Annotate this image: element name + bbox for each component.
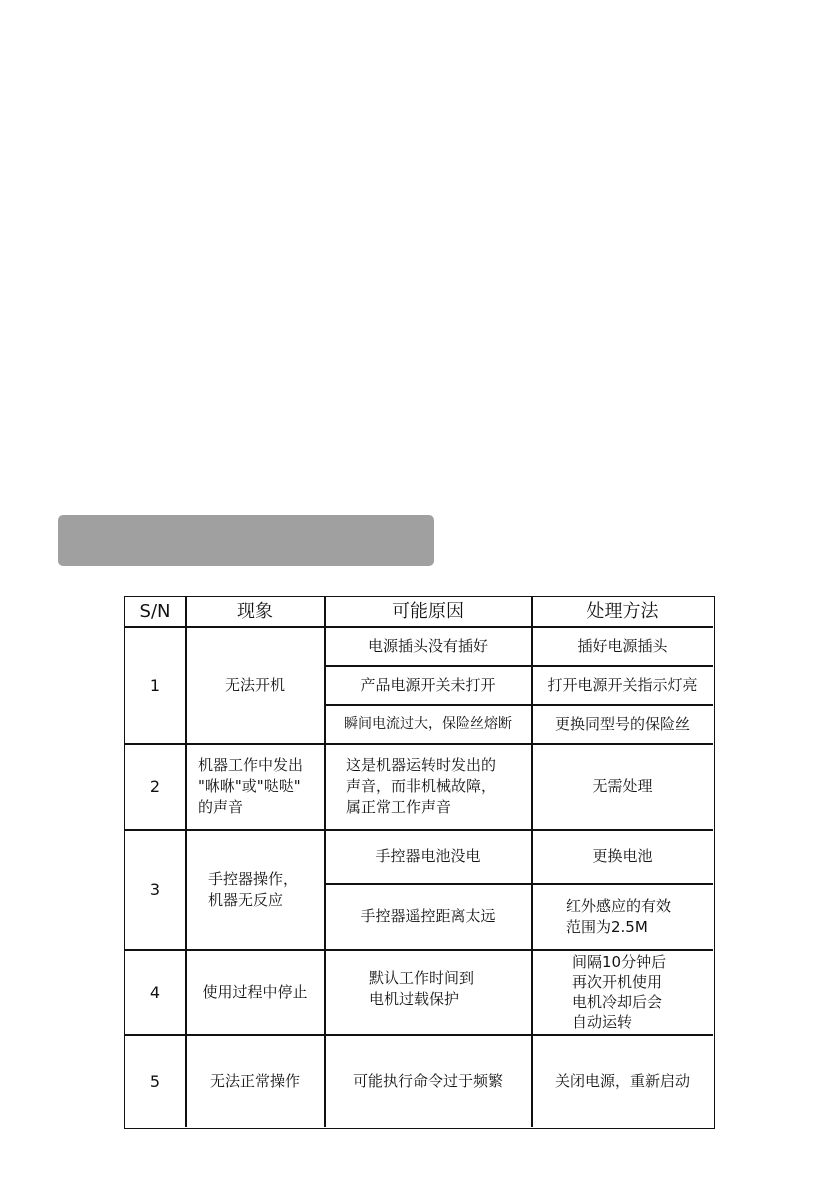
header-phenomenon: 现象 — [237, 601, 273, 622]
row-1-solution-1: 插好电源插头 — [577, 636, 668, 655]
row-2-phenomenon-line: 机器工作中发出 — [198, 756, 304, 774]
troubleshooting-table — [124, 596, 715, 1129]
row-1-cause-2: 产品电源开关未打开 — [360, 675, 496, 694]
row-3-phenomenon — [186, 830, 324, 949]
row-3-solution-2 — [532, 884, 713, 949]
row-5-solution: 关闭电源，重新启动 — [554, 1071, 690, 1090]
row-4-sn: 4 — [149, 982, 161, 1002]
row-2-cause-line: 这是机器运转时发出的 — [346, 756, 497, 774]
row-4-cause-line: 电机过载保护 — [369, 990, 460, 1008]
row-4-cause — [325, 950, 531, 1034]
row-3-phenomenon-line: 手控器操作， — [208, 869, 299, 888]
row-1-solution-2: 打开电源开关指示灯亮 — [547, 675, 698, 694]
row-1-phenomenon: 无法开机 — [224, 675, 285, 694]
row-3-solution-1: 更换电池 — [592, 847, 653, 865]
row-1-cause-1: 电源插头没有插好 — [367, 636, 488, 655]
row-2-cause-line: 属正常工作声音 — [346, 798, 452, 816]
row-2-cause — [325, 744, 531, 829]
row-3-solution-line: 范围为2.5M — [566, 917, 648, 936]
row-4-cause-line: 默认工作时间到 — [369, 969, 475, 987]
row-4-solution — [532, 950, 713, 1034]
section-banner — [58, 515, 434, 566]
row-5-phenomenon: 无法正常操作 — [209, 1071, 300, 1090]
row-5-cause: 可能执行命令过于频繁 — [352, 1071, 503, 1090]
row-3-sn: 3 — [149, 880, 161, 899]
row-2-cause-line: 声音，而非机械故障， — [346, 777, 497, 795]
row-2-solution: 无需处理 — [592, 777, 653, 795]
row-4-solution-line: 自动运转 — [572, 1013, 633, 1031]
row-4-solution-line: 电机冷却后会 — [572, 993, 663, 1011]
row-3-phenomenon-line: 机器无反应 — [208, 890, 284, 909]
row-1-solution-3: 更换同型号的保险丝 — [554, 714, 690, 733]
row-4-phenomenon: 使用过程中停止 — [202, 982, 308, 1001]
row-4-solution-line: 间隔10分钟后 — [572, 953, 667, 971]
row-3-cause-1: 手控器电池没电 — [375, 847, 481, 865]
row-2-phenomenon-line: "咻咻"或"哒哒" — [198, 777, 301, 795]
row-2-phenomenon — [186, 744, 324, 829]
header-sn: S/N — [139, 601, 171, 622]
row-3-cause-2: 手控器遥控距离太远 — [360, 907, 496, 925]
header-solution: 处理方法 — [586, 601, 659, 622]
row-4-solution-line: 再次开机使用 — [572, 973, 663, 991]
row-2-sn: 2 — [149, 777, 161, 796]
row-1-cause-3: 瞬间电流过大，保险丝熔断 — [344, 715, 512, 732]
row-2-phenomenon-line: 的声音 — [198, 798, 244, 816]
row-1-sn: 1 — [149, 675, 161, 695]
row-3-solution-line: 红外感应的有效 — [566, 896, 672, 915]
header-cause: 可能原因 — [392, 601, 464, 622]
row-5-sn: 5 — [149, 1071, 161, 1091]
